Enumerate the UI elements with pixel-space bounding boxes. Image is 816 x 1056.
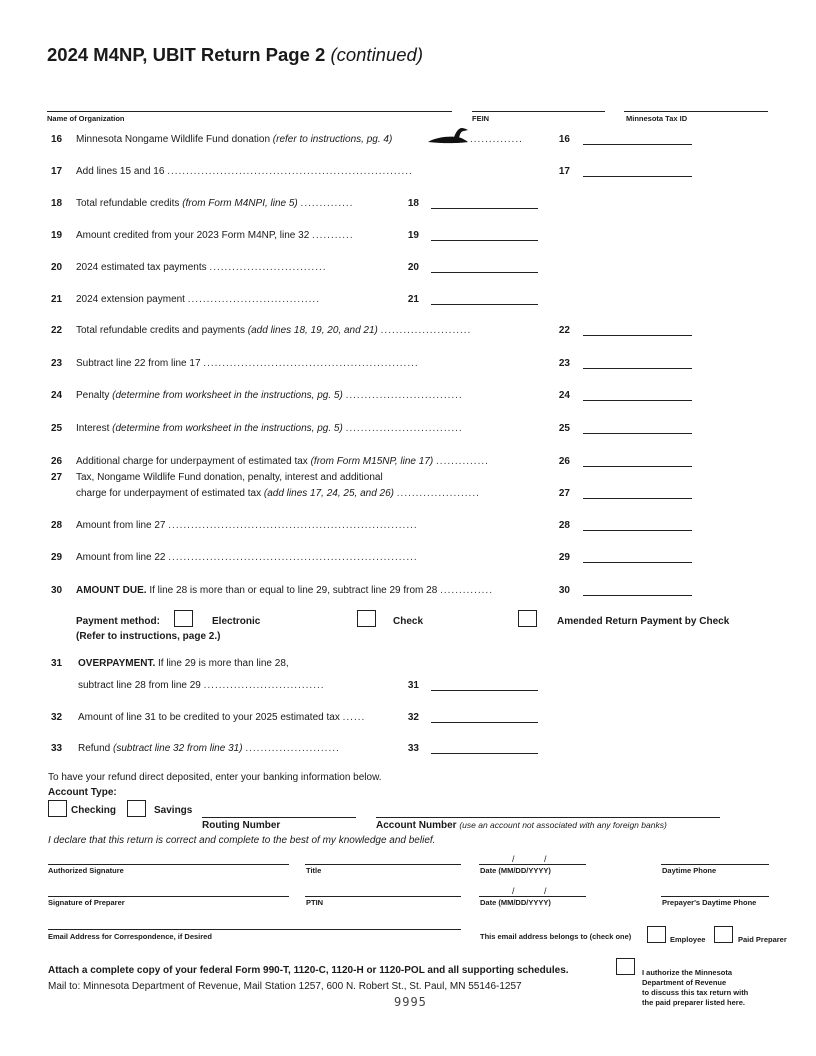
account-type-label: Account Type: [48,787,117,798]
declaration-text: I declare that this return is correct and complete to the best of my knowledge and belief. [48,835,436,846]
amended-label: Amended Return Payment by Check [557,616,730,627]
line-box-number: 26 [558,456,570,467]
loon-icon [426,124,470,146]
line-18: 18 Total refundable credits (from Form M4NPI, line 5) .............. 18 [0,196,816,212]
date-2-slash-a: / [512,886,515,896]
attach-instructions: Attach a complete copy of your federal Form 990-T, 1120-C, 1120-H or 1120-POL and all supporting schedules. [48,965,569,976]
line-note: (subtract line 32 from line 31) [113,743,243,754]
line-31-cont: subtract line 28 from line 29 ................................ 31 [0,678,816,694]
direct-deposit-intro: To have your refund direct deposited, enter your banking information below. [48,772,382,783]
line-number: 20 [51,262,63,273]
ptin-field[interactable] [305,896,461,897]
line-box-number: 24 [558,390,570,401]
line-box-number: 21 [407,294,419,305]
amended-checkbox[interactable] [518,610,537,627]
routing-number-label: Routing Number [202,820,281,831]
fein-field[interactable] [472,111,605,112]
line-number: 16 [51,134,63,145]
line-number: 29 [51,552,63,563]
line-text-cont: subtract line 28 from line 29 [78,680,201,691]
authorized-signature-field[interactable] [48,864,289,865]
email-label: Email Address for Correspondence, if Desired [48,932,212,941]
line-number: 28 [51,520,63,531]
line-text: Penalty [76,390,110,401]
date-2-slash-b: / [544,886,547,896]
line-23: 23 Subtract line 22 from line 17 ......................................................... 23 [0,356,816,372]
title-label: Title [306,866,322,875]
line-text: Tax, Nongame Wildlife Fund donation, penalty, interest and additional [76,472,383,483]
payment-method-label: Payment method: [76,616,160,627]
line-31 [0,656,816,672]
line-text-cont: charge for underpayment of estimated tax [76,488,262,499]
line-text: Total refundable credits and payments [76,325,245,336]
account-number-label-group [376,820,667,831]
line-text: Minnesota Nongame Wildlife Fund donation [76,134,270,145]
checking-label: Checking [71,805,117,816]
line-19-amount-field[interactable] [431,240,538,241]
electronic-label: Electronic [212,616,261,627]
line-27-cont: charge for underpayment of estimated tax (add lines 17, 24, 25, and 26) ...................... 27 [0,486,816,502]
savings-label: Savings [154,805,193,816]
line-33: 33 Refund (subtract line 32 from line 31) ......................... 33 [0,741,816,757]
email-field[interactable] [48,929,461,930]
account-number-field[interactable] [376,817,720,818]
line-22: 22 Total refundable credits and payments (add lines 18, 19, 20, and 21) ........................ 22 [0,323,816,339]
mail-address: Mail to: Minnesota Department of Revenue, Mail Station 1257, 600 N. Robert St., St. Paul, MN 55146-1257 [48,981,522,992]
line-note: (from Form M15NP, line 17) [310,456,434,467]
line-box-number: 30 [558,585,570,596]
authorize-preparer-checkbox[interactable] [616,958,635,975]
line-20-amount-field[interactable] [431,272,538,273]
line-text: If line 28 is more than or equal to line 29, subtract line 29 from 28 [149,585,438,596]
account-number-label: Account Number [376,820,457,831]
payment-refer-note: (Refer to instructions, page 2.) [76,631,221,642]
line-number: 27 [51,472,63,483]
mn-tax-id-field[interactable] [624,111,768,112]
authorize-line-2: Department of Revenue [642,978,727,987]
line-20: 20 2024 estimated tax payments ............................... 20 [0,260,816,276]
line-24: 24 Penalty (determine from worksheet in the instructions, pg. 5) ............................... 24 [0,388,816,404]
line-number: 33 [51,743,63,754]
preparer-signature-field[interactable] [48,896,289,897]
line-25-amount-field[interactable] [583,433,692,434]
savings-checkbox[interactable] [127,800,146,817]
line-number: 25 [51,423,63,434]
line-text: Amount from line 27 [76,520,166,531]
line-24-amount-field[interactable] [583,400,692,401]
date-1-field[interactable] [479,864,586,865]
date-1-label: Date (MM/DD/YYYY) [480,866,551,875]
line-number: 23 [51,358,63,369]
employee-label: Employee [670,935,706,944]
line-21: 21 2024 extension payment ................................... 21 [0,292,816,308]
line-box-number: 25 [558,423,570,434]
daytime-phone-field[interactable] [661,864,769,865]
line-note: (add lines 17, 24, 25, and 26) [263,488,394,499]
line-26-amount-field[interactable] [583,466,692,467]
line-26: 26 Additional charge for underpayment of estimated tax (from Form M15NP, line 17) .............. 26 [0,454,816,470]
line-text: Interest [76,423,110,434]
title-field[interactable] [305,864,461,865]
line-text: Subtract line 22 from line 17 [76,358,201,369]
line-number: 19 [51,230,63,241]
line-note: (from Form M4NPI, line 5) [182,198,298,209]
line-28-amount-field[interactable] [583,530,692,531]
electronic-checkbox[interactable] [174,610,193,627]
authorize-line-4: the paid preparer listed here. [642,998,745,1007]
line-text: Additional charge for underpayment of estimated tax [76,456,308,467]
line-number: 31 [51,658,63,669]
page-title: 2024 M4NP, UBIT Return Page 2 (continued) [47,44,423,65]
mn-tax-id-label: Minnesota Tax ID [626,114,688,123]
line-32: 32 Amount of line 31 to be credited to your 2025 estimated tax ...... 32 [0,710,816,726]
line-text: Amount of line 31 to be credited to your 2025 estimated tax [78,712,340,723]
line-box-number: 18 [407,198,419,209]
line-box-number: 33 [407,743,419,754]
line-text: Add lines 15 and 16 [76,166,165,177]
daytime-phone-label: Daytime Phone [662,866,717,875]
fein-label: FEIN [472,114,490,123]
check-checkbox[interactable] [357,610,376,627]
check-label: Check [393,616,424,627]
line-21-amount-field[interactable] [431,304,538,305]
line-box-number: 16 [558,134,570,145]
line-box-number: 29 [558,552,570,563]
authorize-line-3: to discuss this tax return with [642,988,749,997]
line-32-amount-field[interactable] [431,722,538,723]
line-18-amount-field[interactable] [431,208,538,209]
line-box-number: 32 [407,712,419,723]
line-box-number: 22 [558,325,570,336]
line-box-number: 19 [407,230,419,241]
line-number: 17 [51,166,63,177]
line-text: Amount from line 22 [76,552,166,563]
line-box-number: 17 [558,166,570,177]
date-1-slash-a: / [512,854,515,864]
date-1-slash-b: / [544,854,547,864]
line-text: 2024 extension payment [76,294,185,305]
paid-preparer-checkbox[interactable] [714,926,733,943]
line-box-number: 20 [407,262,419,273]
line-text: If line 29 is more than line 28, [158,658,289,669]
line-33-amount-field[interactable] [431,753,538,754]
org-name-field[interactable] [47,111,452,112]
line-number: 32 [51,712,63,723]
email-belongs-label: This email address belongs to (check one) [480,932,632,941]
line-text-bold: OVERPAYMENT. [78,658,156,669]
line-note: (determine from worksheet in the instructions, pg. 5) [112,390,343,401]
line-29-amount-field[interactable] [583,562,692,563]
line-17-amount-field[interactable] [583,176,692,177]
line-30: 30 AMOUNT DUE. If line 28 is more than or equal to line 29, subtract line 29 from 28 .............. 30 [0,583,816,599]
line-number: 21 [51,294,63,305]
authorize-line-1: I authorize the Minnesota [642,968,733,977]
account-number-note: (use an account not associated with any foreign banks) [459,820,667,830]
line-number: 18 [51,198,63,209]
authorize-text [642,968,748,1008]
line-text: Total refundable credits [76,198,180,209]
line-19: 19 Amount credited from your 2023 Form M4NP, line 32 ........... 19 [0,228,816,244]
paid-preparer-label: Paid Preparer [738,935,787,944]
line-25: 25 Interest (determine from worksheet in the instructions, pg. 5) ............................... 25 [0,421,816,437]
line-31-amount-field[interactable] [431,690,538,691]
line-17: 17 Add lines 15 and 16 ................................................................. 17 [0,164,816,180]
line-box-number: 28 [558,520,570,531]
line-number: 30 [51,585,63,596]
employee-checkbox[interactable] [647,926,666,943]
line-text: Refund [78,743,111,754]
line-16-amount-field[interactable] [583,144,692,145]
routing-number-field[interactable] [202,817,356,818]
line-text-bold: AMOUNT DUE. [76,585,147,596]
preparer-signature-label: Signature of Preparer [48,898,125,907]
line-number: 22 [51,325,63,336]
line-note: (refer to instructions, pg. 4) [272,134,393,145]
line-23-amount-field[interactable] [583,368,692,369]
line-box-number: 23 [558,358,570,369]
line-29: 29 Amount from line 22 .................................................................. 29 [0,550,816,566]
line-number: 26 [51,456,63,467]
line-22-amount-field[interactable] [583,335,692,336]
org-name-label: Name of Organization [47,114,125,123]
checking-checkbox[interactable] [48,800,67,817]
line-note: (determine from worksheet in the instructions, pg. 5) [112,423,343,434]
line-box-number: 27 [558,488,570,499]
form-code: 9995 [394,995,427,1009]
line-text: Amount credited from your 2023 Form M4NP, line 32 [76,230,310,241]
date-2-field[interactable] [479,896,586,897]
ptin-label: PTIN [306,898,324,907]
line-27 [0,470,816,486]
line-27-amount-field[interactable] [583,498,692,499]
date-2-label: Date (MM/DD/YYYY) [480,898,551,907]
authorized-signature-label: Authorized Signature [48,866,124,875]
line-16: 16 Minnesota Nongame Wildlife Fund donation (refer to instructions, pg. 4) .............. 16 [0,132,816,148]
line-box-number: 31 [407,680,419,691]
preparer-phone-field[interactable] [661,896,769,897]
preparer-phone-label: Prepayer's Daytime Phone [662,898,757,907]
line-number: 24 [51,390,63,401]
line-text: 2024 estimated tax payments [76,262,207,273]
line-28: 28 Amount from line 27 .................................................................. 28 [0,518,816,534]
line-note: (add lines 18, 19, 20, and 21) [247,325,378,336]
line-30-amount-field[interactable] [583,595,692,596]
